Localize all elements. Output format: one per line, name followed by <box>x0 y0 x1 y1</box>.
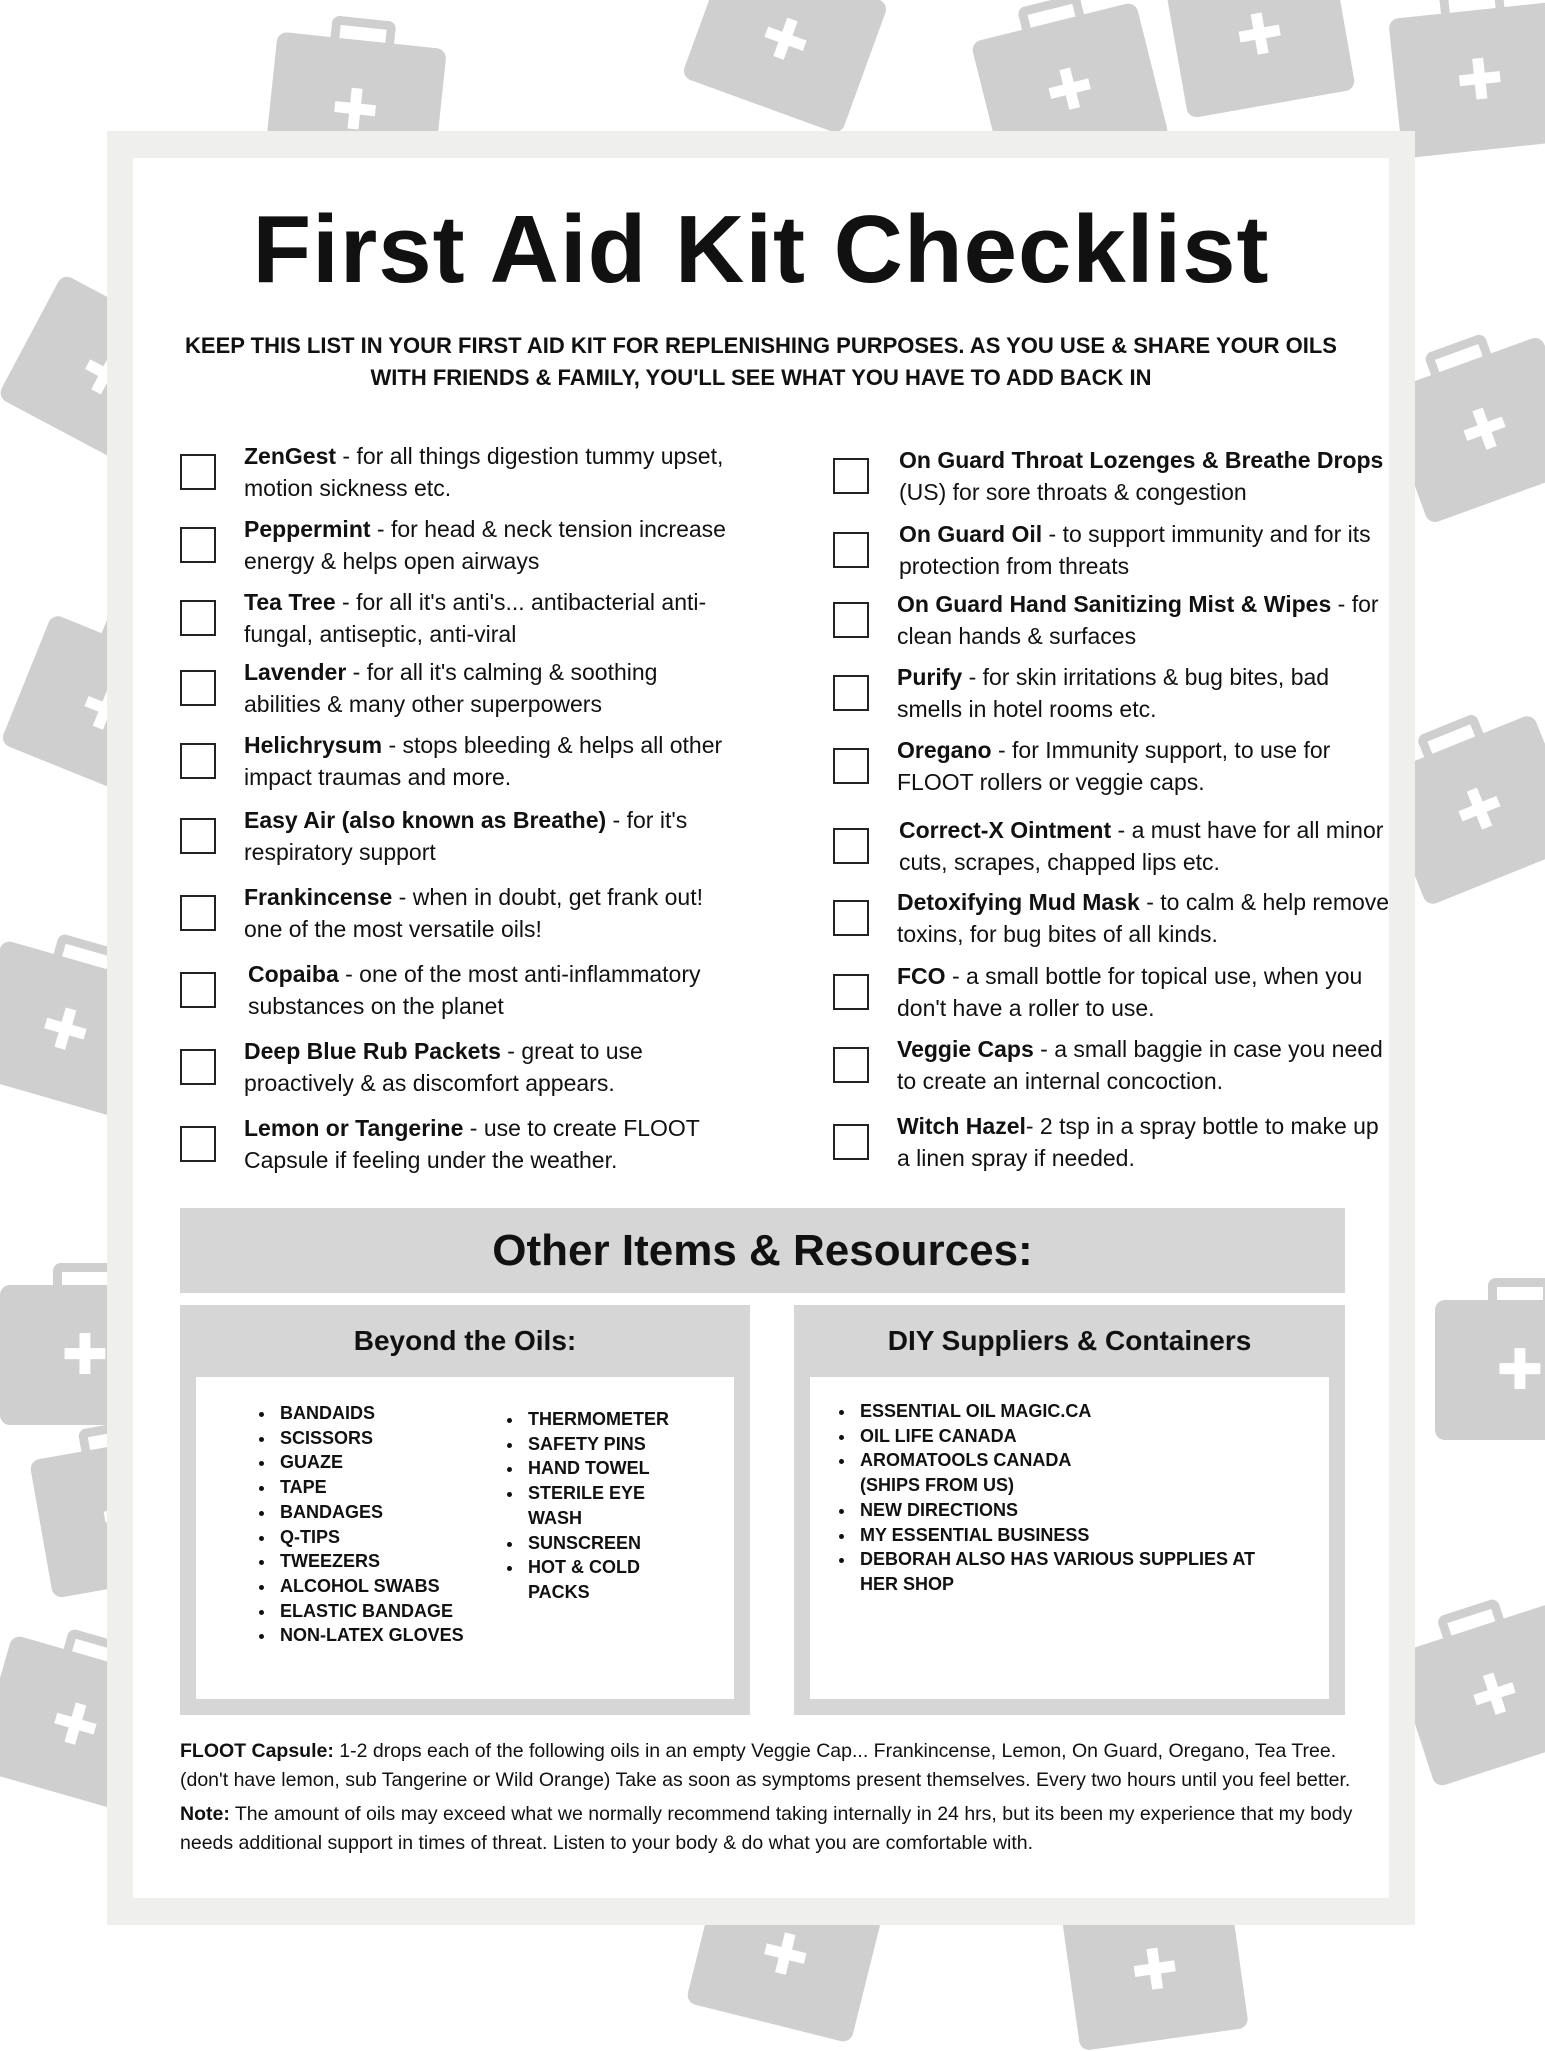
item-name: On Guard Hand Sanitizing Mist & Wipes <box>897 591 1332 617</box>
item-name: Easy Air (also known as Breathe) <box>244 807 607 833</box>
checklist-item-text <box>897 1033 1393 1097</box>
floot-text: 1-2 drops each of the following oils in an empty Veggie Cap... Frankincense, Lemon, On Guard, Oregano, Tea Tree. (don't have lemon, sub Tangerine or Wild Orange) Take as soon as symptoms present themselves. Every two hours until you feel better. <box>180 1740 1351 1791</box>
floot-capsule-note <box>180 1737 1360 1794</box>
list-item: • OIL LIFE CANADA <box>856 1424 1296 1449</box>
beyond-the-oils-panel <box>180 1305 750 1715</box>
checkbox[interactable] <box>180 895 216 931</box>
checklist-item-text <box>899 814 1393 878</box>
item-description: - for skin irritations & bug bites, bad smells in hotel rooms etc. <box>897 664 1330 722</box>
checklist-item-text <box>244 729 740 793</box>
checklist-item <box>833 444 1393 508</box>
item-name: Correct-X Ointment <box>899 817 1112 843</box>
checkbox[interactable] <box>180 1049 216 1085</box>
list-item: • GUAZE <box>276 1450 466 1475</box>
checkbox[interactable] <box>180 527 216 563</box>
checklist-item <box>833 661 1393 725</box>
checklist-item <box>180 440 740 504</box>
checklist-item <box>180 656 740 720</box>
checklist-item <box>180 586 740 650</box>
item-description: - for clean hands & surfaces <box>897 591 1379 649</box>
item-description: - for all it's calming & soothing abilities & many other superpowers <box>244 659 658 717</box>
checklist-item-text <box>897 588 1393 652</box>
checkbox[interactable] <box>833 458 869 494</box>
checklist-item <box>180 804 740 868</box>
checklist-item-text <box>244 1112 740 1176</box>
item-description: - great to use proactively & as discomfort appears. <box>244 1038 643 1096</box>
item-name: Copaiba <box>248 961 339 987</box>
checklist-item <box>180 958 740 1022</box>
checkbox[interactable] <box>180 972 216 1008</box>
checkbox[interactable] <box>833 1047 869 1083</box>
supplier-list <box>834 1399 1296 1597</box>
list-item: • BANDAGES <box>276 1500 466 1525</box>
diy-suppliers-panel <box>794 1305 1345 1715</box>
supply-list <box>502 1407 704 1605</box>
checkbox[interactable] <box>833 675 869 711</box>
item-description: - for Immunity support, to use for FLOOT rollers or veggie caps. <box>897 737 1331 795</box>
list-item: • AROMATOOLS CANADA (SHIPS FROM US) <box>856 1448 1090 1497</box>
checkbox[interactable] <box>833 602 869 638</box>
checklist-item-text <box>244 804 740 868</box>
checkbox[interactable] <box>833 532 869 568</box>
item-name: FCO <box>897 963 946 989</box>
list-item: • TWEEZERS <box>276 1549 466 1574</box>
checklist-item <box>833 814 1393 878</box>
checklist-item-text <box>244 1035 740 1099</box>
item-description: - use to create FLOOT Capsule if feeling under the weather. <box>244 1115 700 1173</box>
list-item: • STERILE EYE WASH <box>524 1481 704 1530</box>
checklist-item-text <box>244 656 740 720</box>
checkbox[interactable] <box>833 974 869 1010</box>
checklist-item-text <box>897 886 1393 950</box>
item-description: - for all things digestion tummy upset, motion sickness etc. <box>244 443 724 501</box>
item-name: Helichrysum <box>244 732 383 758</box>
item-name: Lemon or Tangerine <box>244 1115 464 1141</box>
panel-body <box>810 1377 1329 1699</box>
checkbox[interactable] <box>833 900 869 936</box>
checkbox[interactable] <box>180 1126 216 1162</box>
checklist-item <box>180 513 740 577</box>
floot-label: FLOOT Capsule: <box>180 1740 334 1762</box>
first-aid-kit-icon <box>1393 1602 1545 1788</box>
item-name: Veggie Caps <box>897 1036 1034 1062</box>
list-item: • NEW DIRECTIONS <box>856 1498 1296 1523</box>
checklist-item-text <box>248 958 740 1022</box>
item-description: - one of the most anti-inflammatory substances on the planet <box>248 961 701 1019</box>
item-description: - 2 tsp in a spray bottle to make up a linen spray if needed. <box>897 1113 1379 1171</box>
item-name: Deep Blue Rub Packets <box>244 1038 501 1064</box>
list-item: • MY ESSENTIAL BUSINESS <box>856 1523 1296 1548</box>
checklist-item-text <box>244 440 740 504</box>
note-label: Note: <box>180 1803 230 1825</box>
item-description: - for all it's anti's... antibacterial anti-fungal, antiseptic, anti-viral <box>244 589 707 647</box>
checklist-item <box>180 729 740 793</box>
list-item: • THERMOMETER <box>524 1407 704 1432</box>
item-name: Frankincense <box>244 884 393 910</box>
checkbox[interactable] <box>180 600 216 636</box>
checklist-item-text <box>897 734 1393 798</box>
list-item: • DEBORAH ALSO HAS VARIOUS SUPPLIES AT HER SHOP <box>856 1547 1280 1596</box>
resources-section-header <box>180 1208 1345 1293</box>
list-item: • ELASTIC BANDAGE <box>276 1599 466 1624</box>
checklist-item <box>833 588 1393 652</box>
first-aid-kit-icon <box>681 0 889 135</box>
item-name: On Guard Oil <box>899 521 1043 547</box>
first-aid-kit-icon <box>1435 1300 1545 1440</box>
item-name: Tea Tree <box>244 589 336 615</box>
item-description: - when in doubt, get frank out! one of the most versatile oils! <box>244 884 703 942</box>
page-subtitle: KEEP THIS LIST IN YOUR FIRST AID KIT FOR REPLENISHING PURPOSES. AS YOU USE & SHARE YOUR OILS WITH FRIENDS & FAMILY, YOU'LL SEE WHAT YOU HAVE TO ADD BACK IN <box>185 333 1337 390</box>
item-description: - for head & neck tension increase energy & helps open airways <box>244 516 726 574</box>
checklist-item-text <box>244 586 740 650</box>
checklist-item-text <box>244 881 740 945</box>
item-name: Purify <box>897 664 963 690</box>
checklist-item-text <box>899 518 1393 582</box>
list-item: • ESSENTIAL OIL MAGIC.CA <box>856 1399 1296 1424</box>
item-name: Lavender <box>244 659 347 685</box>
checklist-item <box>833 518 1393 582</box>
list-item: • SCISSORS <box>276 1426 466 1451</box>
list-item: • SAFETY PINS <box>524 1432 704 1457</box>
checklist-item <box>180 1112 740 1176</box>
checklist-item <box>833 1033 1393 1097</box>
panel-body <box>196 1377 734 1699</box>
checkbox[interactable] <box>833 748 869 784</box>
panel-heading: Beyond the Oils: <box>353 1325 577 1356</box>
list-item: • HAND TOWEL <box>524 1456 704 1481</box>
page-title: First Aid Kit Checklist <box>252 196 1270 303</box>
list-item: • ALCOHOL SWABS <box>276 1574 466 1599</box>
checklist-item <box>180 881 740 945</box>
list-item: • HOT & COLD PACKS <box>524 1555 704 1604</box>
item-description: - stops bleeding & helps all other impact traumas and more. <box>244 732 723 790</box>
first-aid-kit-icon <box>1164 0 1356 119</box>
list-item: • NON-LATEX GLOVES <box>276 1623 466 1648</box>
checkbox[interactable] <box>180 743 216 779</box>
note-text: The amount of oils may exceed what we normally recommend taking internally in 24 hrs, but its been my experience that my body needs additional support in times of threat. Listen to your body & do what you are comfortable with. <box>180 1803 1353 1854</box>
checklist-item-text <box>897 661 1393 725</box>
item-description: - a must have for all minor cuts, scrapes, chapped lips etc. <box>899 817 1384 875</box>
checkbox[interactable] <box>180 670 216 706</box>
supply-list <box>254 1401 466 1648</box>
list-item: • Q-TIPS <box>276 1525 466 1550</box>
item-name: Peppermint <box>244 516 371 542</box>
list-item: • SUNSCREEN <box>524 1531 704 1556</box>
checklist-item-text <box>244 513 740 577</box>
checkbox[interactable] <box>180 818 216 854</box>
checkbox[interactable] <box>833 828 869 864</box>
checklist-item-text <box>899 444 1393 508</box>
item-description: - a small baggie in case you need to create an internal concoction. <box>897 1036 1383 1094</box>
checklist-item <box>833 734 1393 798</box>
panel-heading: DIY Suppliers & Containers <box>887 1325 1252 1356</box>
checklist-item <box>180 1035 740 1099</box>
item-name: Witch Hazel <box>897 1113 1026 1139</box>
section-title: Other Items & Resources: <box>492 1225 1033 1275</box>
item-name: On Guard Throat Lozenges & Breathe Drops <box>899 447 1384 473</box>
item-name: Oregano <box>897 737 992 763</box>
item-description: - for it's respiratory support <box>244 807 688 865</box>
item-description: (US) for sore throats & congestion <box>899 479 1247 505</box>
item-description: - a small bottle for topical use, when you don't have a roller to use. <box>897 963 1363 1021</box>
checklist-item <box>833 960 1393 1024</box>
notes-section <box>180 1737 1360 1857</box>
dosage-note <box>180 1800 1360 1857</box>
checkbox[interactable] <box>180 454 216 490</box>
item-description: - to calm & help remove toxins, for bug bites of all kinds. <box>897 889 1390 947</box>
item-description: - to support immunity and for its protection from threats <box>899 521 1371 579</box>
item-name: ZenGest <box>244 443 337 469</box>
list-item: • TAPE <box>276 1475 466 1500</box>
checklist-item <box>833 886 1393 950</box>
checklist-item <box>833 1110 1393 1174</box>
list-item: • BANDAIDS <box>276 1401 466 1426</box>
checklist-item-text <box>897 1110 1393 1174</box>
item-name: Detoxifying Mud Mask <box>897 889 1140 915</box>
checklist-item-text <box>897 960 1393 1024</box>
checkbox[interactable] <box>833 1124 869 1160</box>
